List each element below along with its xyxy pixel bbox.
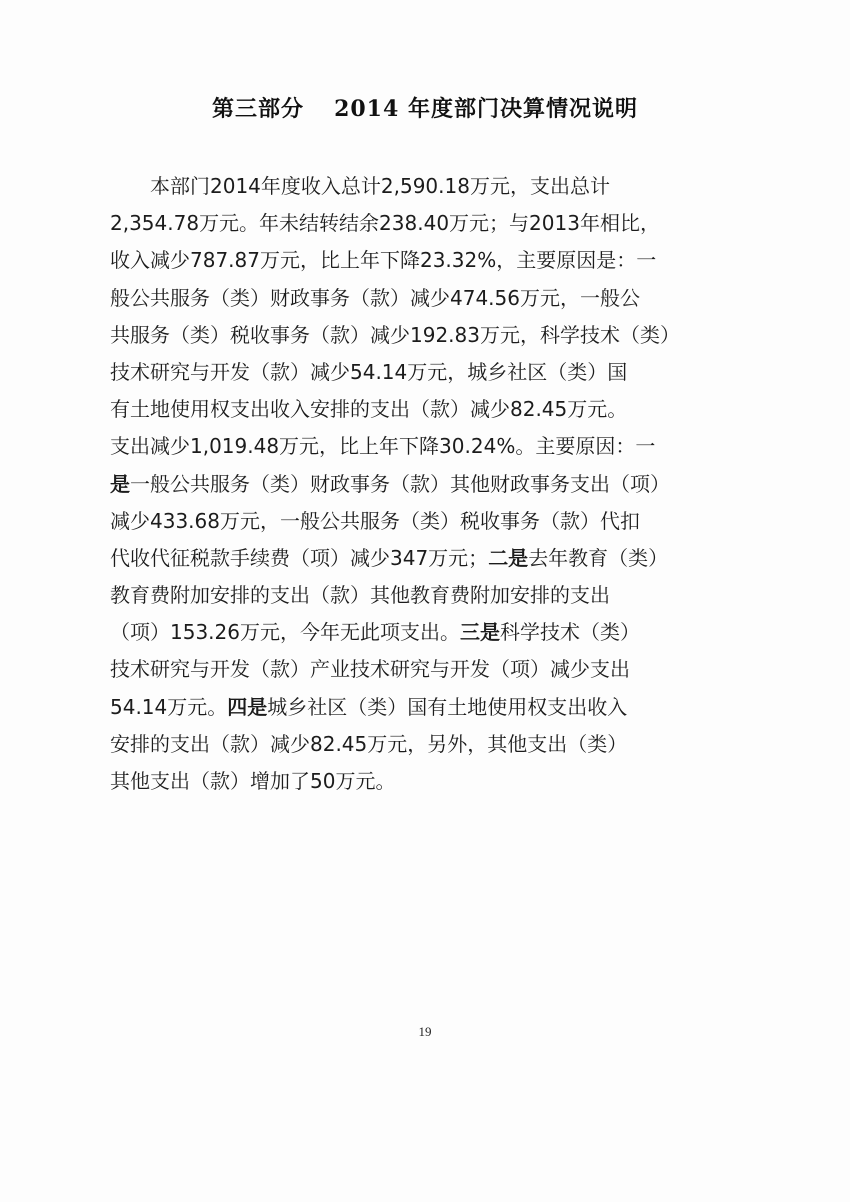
paragraph-line — [110, 428, 730, 465]
line-text: 2,354.78万元。年未结转结余238.40万元；与2013年相比， — [110, 211, 660, 236]
paragraph-line — [110, 354, 730, 391]
paragraph-line — [110, 317, 730, 354]
paragraph-line — [110, 726, 730, 763]
line-text: 般公共服务（类）财政事务（款）减少474.56万元，一般公 — [110, 285, 640, 310]
body-paragraph — [110, 168, 730, 800]
line-text: 技术研究与开发（款）产业技术研究与开发（项）减少支出 — [110, 657, 630, 682]
line-text: 城乡社区（类）国有土地使用权支出收入 — [267, 694, 628, 719]
paragraph-line — [110, 689, 730, 726]
line-text: 共服务（类）税收事务（款）减少192.83万元，科学技术（类） — [110, 322, 680, 347]
title-part: 第三部分 — [212, 96, 305, 122]
line-text: 科学技术（类） — [499, 620, 640, 645]
line-bold: 二是 — [488, 545, 529, 570]
line-bold: 四是 — [227, 694, 268, 719]
paragraph-line — [110, 391, 730, 428]
paragraph-line — [110, 168, 730, 205]
paragraph-line — [110, 503, 730, 540]
line-text: 支出减少1,019.48万元，比上年下降30.24%。主要原因：一 — [110, 434, 656, 459]
paragraph-line — [110, 466, 730, 503]
line-prefix: 54.14万元。 — [110, 694, 228, 719]
paragraph-line — [110, 280, 730, 317]
line-text: 技术研究与开发（款）减少54.14万元，城乡社区（类）国 — [110, 359, 628, 384]
line-text: 减少433.68万元，一般公共服务（类）税收事务（款）代扣 — [110, 508, 640, 533]
page-number: 19 — [418, 1024, 432, 1039]
paragraph-line — [110, 614, 730, 651]
line-text: 教育费附加安排的支出（款）其他教育费附加安排的支出 — [110, 583, 610, 608]
paragraph-line — [110, 242, 730, 279]
line-text: 一般公共服务（类）财政事务（款）其他财政事务支出（项） — [130, 471, 670, 496]
line-text: 有土地使用权支出收入安排的支出（款）减少82.45万元。 — [110, 397, 628, 422]
line-text: 安排的支出（款）减少82.45万元，另外，其他支出（类） — [110, 731, 628, 756]
line-bold: 三是 — [459, 620, 500, 645]
paragraph-line — [110, 540, 730, 577]
line-text: 本部门2014年度收入总计2,590.18万元，支出总计 — [110, 174, 610, 198]
line-text: 收入减少787.87万元，比上年下降23.32%，主要原因是：一 — [110, 248, 657, 273]
paragraph-line — [110, 205, 730, 242]
paragraph-line — [110, 577, 730, 614]
page-title — [0, 92, 850, 123]
title-heading: 2014 年度部门决算情况说明 — [334, 96, 638, 122]
paragraph-line — [110, 763, 730, 800]
line-prefix: 代收代征税款手续费（项）减少347万元； — [110, 545, 489, 570]
line-text: 其他支出（款）增加了50万元。 — [110, 769, 396, 793]
line-bold: 是 — [110, 471, 130, 496]
line-prefix: （项）153.26万元，今年无此项支出。 — [110, 620, 460, 645]
line-text: 去年教育（类） — [528, 545, 669, 570]
paragraph-line — [110, 651, 730, 688]
